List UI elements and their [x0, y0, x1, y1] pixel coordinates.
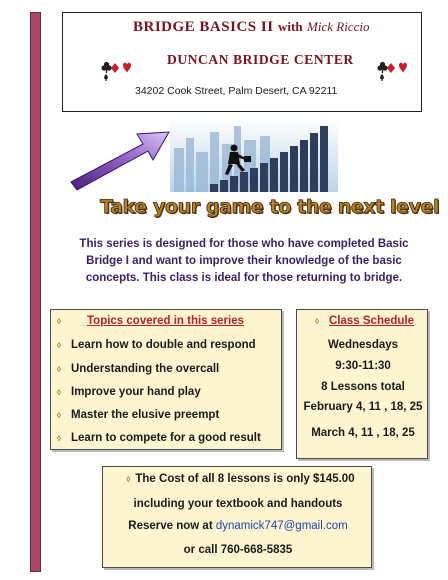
schedule-box [296, 309, 428, 459]
reserve-line [103, 520, 373, 532]
header-box [62, 12, 422, 112]
arrow-icon [65, 124, 175, 192]
schedule-heading: ◊ Class Schedule [315, 315, 415, 327]
schedule-count: 8 Lessons total [321, 381, 405, 393]
topic-item: ◊ Learn to compete for a good result [57, 432, 261, 444]
bullet-icon: ◊ [315, 317, 319, 326]
topic-item: ◊ Master the elusive preempt [57, 409, 220, 421]
climbing-stairs-icon [170, 118, 338, 192]
reserve-prefix: Reserve now at [128, 520, 213, 532]
cost-line: ◊ The Cost of all 8 lessons is only $145.00 [103, 473, 373, 485]
instructor-name: Mick Riccio [307, 19, 370, 34]
title-with: with [278, 19, 303, 34]
card-suits-icon [99, 61, 133, 81]
bullet-icon: ◊ [57, 388, 61, 397]
topics-box [50, 309, 282, 450]
card-suits-icon [375, 61, 409, 81]
venue-name: DUNCAN BRIDGE CENTER [167, 52, 354, 67]
title-line [133, 18, 369, 36]
bullet-icon: ◊ [126, 475, 131, 484]
cost-includes: including your textbook and handouts [133, 498, 343, 510]
schedule-day: Wednesdays [327, 339, 399, 351]
decorative-side-bar [30, 12, 41, 572]
tagline: Take your game to the next level [100, 196, 440, 218]
phone-line: or call 760-668-5835 [183, 544, 293, 556]
bullet-icon: ◊ [57, 411, 61, 420]
bullet-icon: ◊ [57, 365, 61, 374]
page-title: BRIDGE BASICS II [133, 19, 274, 35]
topic-item: ◊ Learn how to double and respond [57, 339, 256, 351]
intro-text: This series is designed for those who have completed Basic Bridge I and want to improve their knowledge of the basic concepts. This class is ideal for those returning to bridge. [79, 238, 409, 284]
cost-box [102, 466, 372, 568]
bullet-icon: ◊ [57, 434, 61, 443]
bullet-icon: ◊ [57, 317, 61, 326]
schedule-march: March 4, 11 , 18, 25 [311, 427, 415, 439]
schedule-time: 9:30-11:30 [335, 360, 391, 372]
bullet-icon: ◊ [57, 341, 61, 350]
topics-heading [57, 315, 244, 327]
topic-item: ◊ Understanding the overcall [57, 363, 220, 375]
venue-address: 34202 Cook Street, Palm Desert, CA 92211 [135, 85, 338, 97]
topic-item: ◊ Improve your hand play [57, 386, 201, 398]
schedule-february: February 4, 11 , 18, 25 [303, 401, 423, 413]
topics-heading-label: Topics covered in this series [87, 315, 245, 327]
email-link[interactable]: dynamick747@gmail.com [215, 520, 348, 532]
